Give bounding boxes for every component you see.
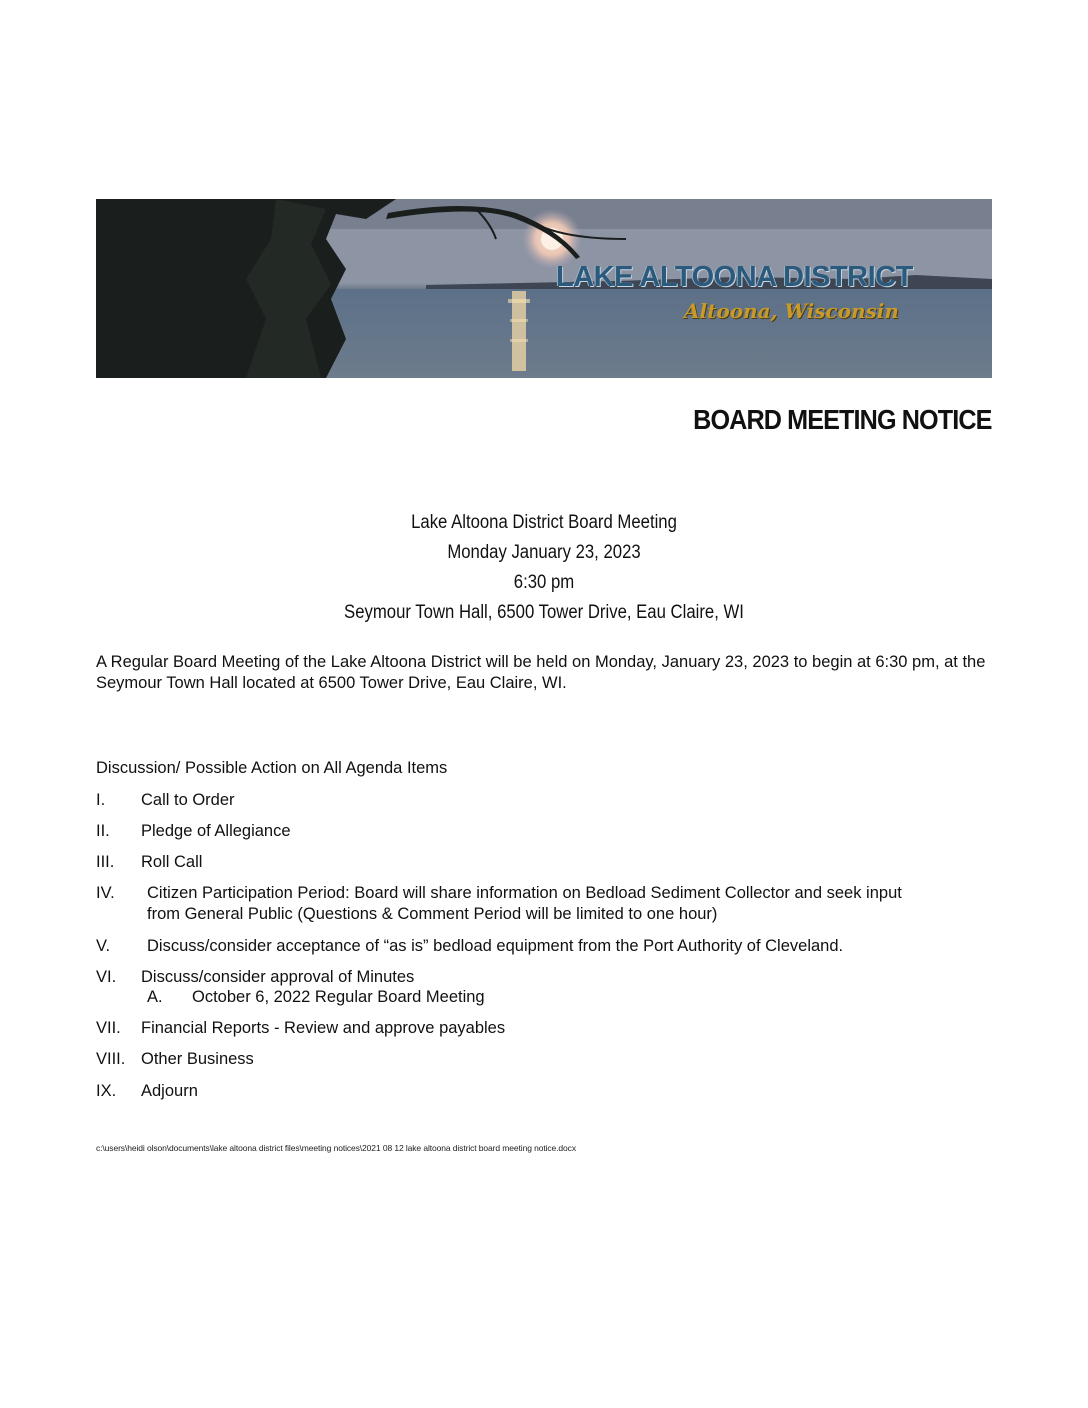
agenda-number: VI. [96, 968, 117, 986]
header-banner-photo [96, 199, 992, 378]
meeting-time: 6:30 pm [513, 572, 575, 593]
agenda-number: IV. [96, 884, 115, 902]
notice-title: BOARD MEETING NOTICE [693, 404, 992, 435]
agenda-text: Adjourn [141, 1082, 198, 1100]
meeting-date: Monday January 23, 2023 [447, 542, 641, 563]
agenda-text: Discuss/consider approval of Minutes [141, 968, 415, 986]
discussion-heading: Discussion/ Possible Action on All Agenda Items [96, 759, 448, 777]
agenda-text-continued: from General Public (Questions & Comment Period will be limited to one hour) [147, 905, 718, 923]
banner-title: LAKE ALTOONA DISTRICT [556, 261, 913, 293]
agenda-number: VII. [96, 1019, 121, 1037]
agenda-text: Roll Call [141, 853, 203, 871]
agenda-sub-text: October 6, 2022 Regular Board Meeting [192, 988, 485, 1006]
intro-paragraph: A Regular Board Meeting of the Lake Altoona District will be held on Monday, January 23, 2023 to begin at 6:30 pm, at the Seymour Town Hall located at 6500 Tower Drive, Eau Claire, WI. [96, 653, 986, 692]
agenda-text: Citizen Participation Period: Board will share information on Bedload Sediment Collector and seek input [147, 884, 902, 902]
document-file-path: c:\users\heidi olson\documents\lake altoona district files\meeting notices\2021 08 12 lake altoona district board meeting notice.docx [96, 1143, 576, 1153]
agenda-number: V. [96, 937, 111, 955]
banner-subtitle: Altoona, Wisconsin [684, 299, 899, 323]
meeting-name: Lake Altoona District Board Meeting [411, 512, 677, 533]
agenda-text: Financial Reports - Review and approve payables [141, 1019, 506, 1037]
agenda-text: Discuss/consider acceptance of “as is” bedload equipment from the Port Authority of Cleveland. [147, 937, 844, 955]
agenda-number: I. [96, 791, 106, 809]
agenda-number: III. [96, 853, 115, 871]
agenda-text: Call to Order [141, 791, 235, 809]
agenda-number: VIII. [96, 1050, 126, 1068]
meeting-details [0, 508, 1088, 628]
agenda-sub-label: A. [147, 988, 163, 1006]
agenda-text: Other Business [141, 1050, 254, 1068]
meeting-location: Seymour Town Hall, 6500 Tower Drive, Eau Claire, WI [344, 602, 744, 623]
agenda-text: Pledge of Allegiance [141, 822, 291, 840]
agenda-number: II. [96, 822, 110, 840]
agenda-number: IX. [96, 1082, 117, 1100]
